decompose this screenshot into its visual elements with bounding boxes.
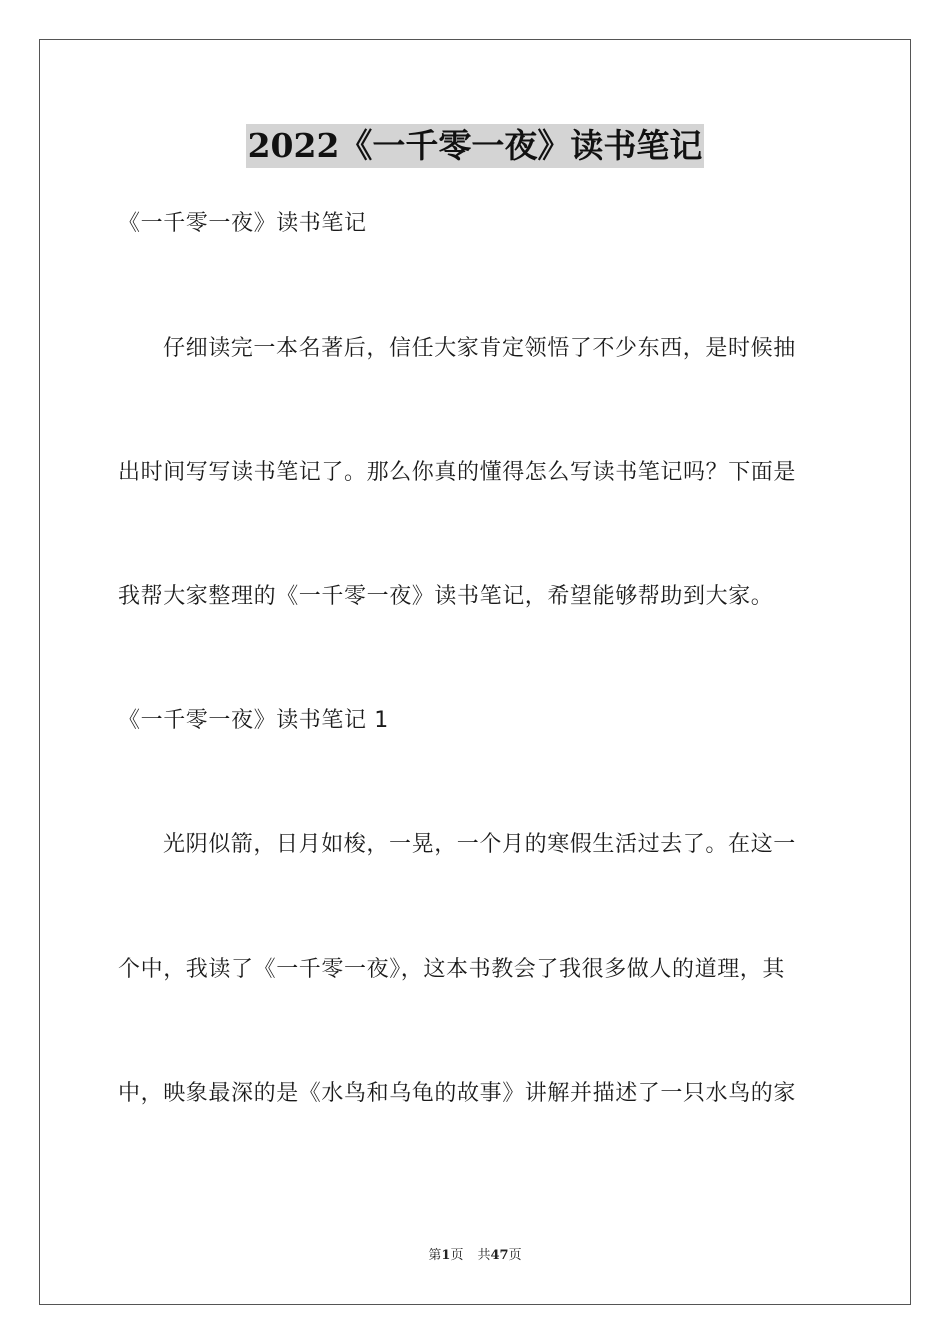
document-title: 2022《一千零一夜》读书笔记 <box>246 124 705 168</box>
total-prefix: 共 <box>477 1248 491 1263</box>
title-container <box>0 124 950 168</box>
total-suffix: 页 <box>508 1248 522 1263</box>
page-suffix: 页 <box>450 1248 464 1263</box>
page-number: 1 <box>441 1248 451 1263</box>
page-prefix: 第 <box>428 1248 442 1263</box>
paragraph-line: 光阴似箭，日月如梭，一晃，一个月的寒假生活过去了。在这一 <box>163 832 796 857</box>
section-heading: 《一千零一夜》读书笔记 1 <box>118 708 389 733</box>
paragraph-line: 出时间写写读书笔记了。那么你真的懂得怎么写读书笔记吗？下面是 <box>118 460 797 485</box>
paragraph-line: 我帮大家整理的《一千零一夜》读书笔记，希望能够帮助到大家。 <box>118 584 774 609</box>
paragraph-line: 中，映象最深的是《水鸟和乌龟的故事》讲解并描述了一只水鸟的家 <box>118 1081 797 1106</box>
paragraph-line: 个中，我读了《一千零一夜》，这本书教会了我很多做人的道理，其 <box>118 957 786 982</box>
page-footer <box>0 1246 950 1266</box>
subtitle-line: 《一千零一夜》读书笔记 <box>118 211 367 236</box>
paragraph-line: 仔细读完一本名著后，信任大家肯定领悟了不少东西，是时候抽 <box>163 336 796 361</box>
total-pages: 47 <box>490 1248 509 1263</box>
